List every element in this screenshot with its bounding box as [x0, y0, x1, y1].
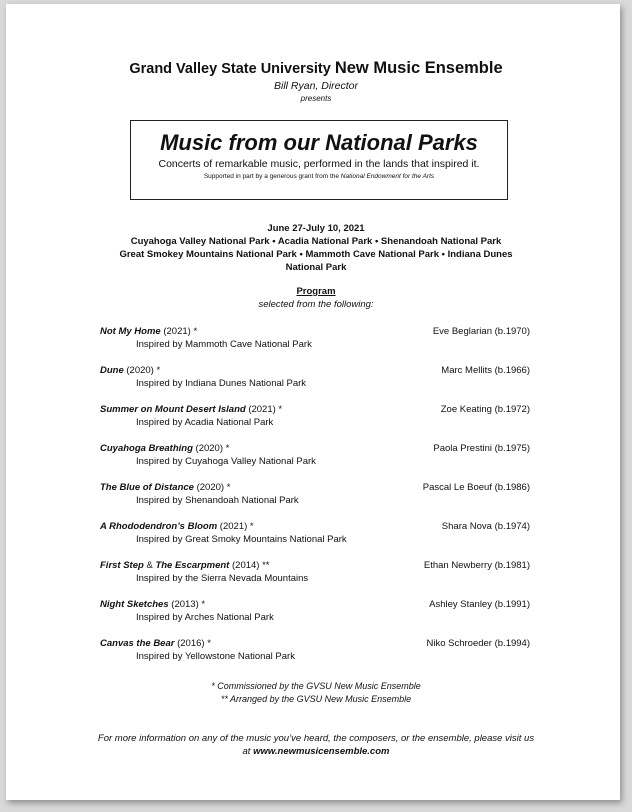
work-title: Not My Home — [100, 326, 161, 337]
work-year: (2016) * — [174, 638, 211, 649]
work-year: (2021) * — [160, 326, 198, 337]
composer: Ethan Newberry (b.1981) — [423, 560, 530, 571]
grant-name: National Endowment for the Arts — [340, 173, 435, 180]
work-title-line — [100, 365, 160, 376]
more-info — [95, 732, 537, 758]
program-entry — [100, 326, 532, 356]
work-title: Summer on Mount Desert Island — [100, 404, 246, 415]
arranged-note: ** Arranged by the GVSU New Music Ensemble — [220, 693, 412, 704]
composer: Shara Nova (b.1974) — [441, 521, 530, 532]
work-title: First Step — [100, 560, 144, 571]
program-entry — [100, 443, 532, 473]
footnotes — [0, 680, 632, 705]
tour-dates: June 27-July 10, 2021 — [267, 223, 365, 234]
inspiration: Inspired by Great Smoky Mountains National Park — [136, 534, 347, 545]
inspiration: Inspired by Cuyahoga Valley National Park — [136, 456, 316, 467]
inspiration: Inspired by Shenandoah National Park — [136, 495, 299, 506]
ensemble-name: New Music Ensemble — [334, 59, 503, 77]
composer: Paola Prestini (b.1975) — [433, 443, 530, 454]
program-entry — [100, 404, 532, 434]
program-entry — [100, 365, 532, 395]
program-entry — [100, 482, 532, 512]
work-title: Night Sketches — [100, 599, 169, 610]
work-title: Cuyahoga Breathing — [100, 443, 193, 454]
website-link[interactable]: www.newmusicensemble.com — [253, 746, 390, 757]
title-banner — [130, 120, 508, 200]
inspiration: Inspired by Acadia National Park — [136, 417, 274, 428]
work-title: A Rhododendron’s Bloom — [100, 521, 218, 532]
work-title-line — [100, 599, 205, 610]
work-title: Canvas the Bear — [100, 638, 175, 649]
program-entry — [100, 521, 532, 551]
program-entry — [100, 638, 532, 668]
work-title-line — [100, 521, 254, 532]
work-year: (2020) * — [192, 443, 230, 454]
tour-parks-line-2: Great Smokey Mountains National Park • Mammoth Cave National Park • Indiana Dunes National Park — [119, 249, 513, 273]
composer: Ashley Stanley (b.1991) — [429, 599, 530, 610]
program-subheading: selected from the following: — [258, 299, 374, 310]
composer: Pascal Le Boeuf (b.1986) — [422, 482, 530, 493]
tour-info — [110, 222, 522, 274]
work-title-line — [100, 443, 229, 454]
work-title-line — [100, 638, 211, 649]
work-title-2: The Escarpment — [155, 560, 230, 571]
work-year: (2013) * — [168, 599, 206, 610]
work-title-line — [100, 404, 282, 415]
concert-subtitle: Concerts of remarkable music, performed in the lands that inspired it. — [158, 158, 480, 170]
work-year: (2021) * — [217, 521, 254, 532]
composer: Niko Schroeder (b.1994) — [426, 638, 530, 649]
inspiration: Inspired by the Sierra Nevada Mountains — [136, 573, 309, 584]
program-entry — [100, 560, 532, 590]
university-name: Grand Valley State University — [129, 61, 331, 77]
concert-title: Music from our National Parks — [160, 130, 478, 155]
program-heading: Program — [296, 286, 336, 297]
composer: Zoe Keating (b.1972) — [440, 404, 530, 415]
work-title-line — [100, 482, 230, 493]
work-title: Dune — [100, 365, 124, 376]
inspiration: Inspired by Yellowstone National Park — [136, 651, 295, 662]
grant-prefix: Supported in part by a generous grant from the — [203, 173, 341, 180]
work-year: (2020) * — [193, 482, 231, 493]
grant-credit — [131, 173, 507, 180]
work-year: (2014) ** — [229, 560, 270, 571]
work-title-line: First Step & The Escarpment (2014) ** — [100, 560, 270, 571]
commissioned-note: * Commissioned by the GVSU New Music Ensemble — [211, 681, 421, 691]
work-year: (2021) * — [245, 404, 283, 415]
ensemble-heading — [0, 59, 632, 78]
composer: Eve Beglarian (b.1970) — [432, 326, 530, 337]
director-line: Bill Ryan, Director — [273, 80, 359, 92]
program-entry — [100, 599, 532, 629]
tour-parks-line-1: Cuyahoga Valley National Park • Acadia National Park • Shenandoah National Park — [130, 236, 502, 247]
inspiration: Inspired by Mammoth Cave National Park — [136, 339, 312, 350]
composer: Marc Mellits (b.1966) — [441, 365, 530, 376]
inspiration: Inspired by Indiana Dunes National Park — [136, 378, 307, 389]
work-title-line — [100, 326, 197, 337]
work-year: (2020) * — [123, 365, 161, 376]
inspiration: Inspired by Arches National Park — [136, 612, 274, 623]
presents-line: presents — [300, 94, 332, 103]
more-info-text: For more information on any of the music you’ve heard, the composers, or the ensemble, please visit us at — [97, 733, 535, 757]
work-title: The Blue of Distance — [100, 482, 194, 493]
